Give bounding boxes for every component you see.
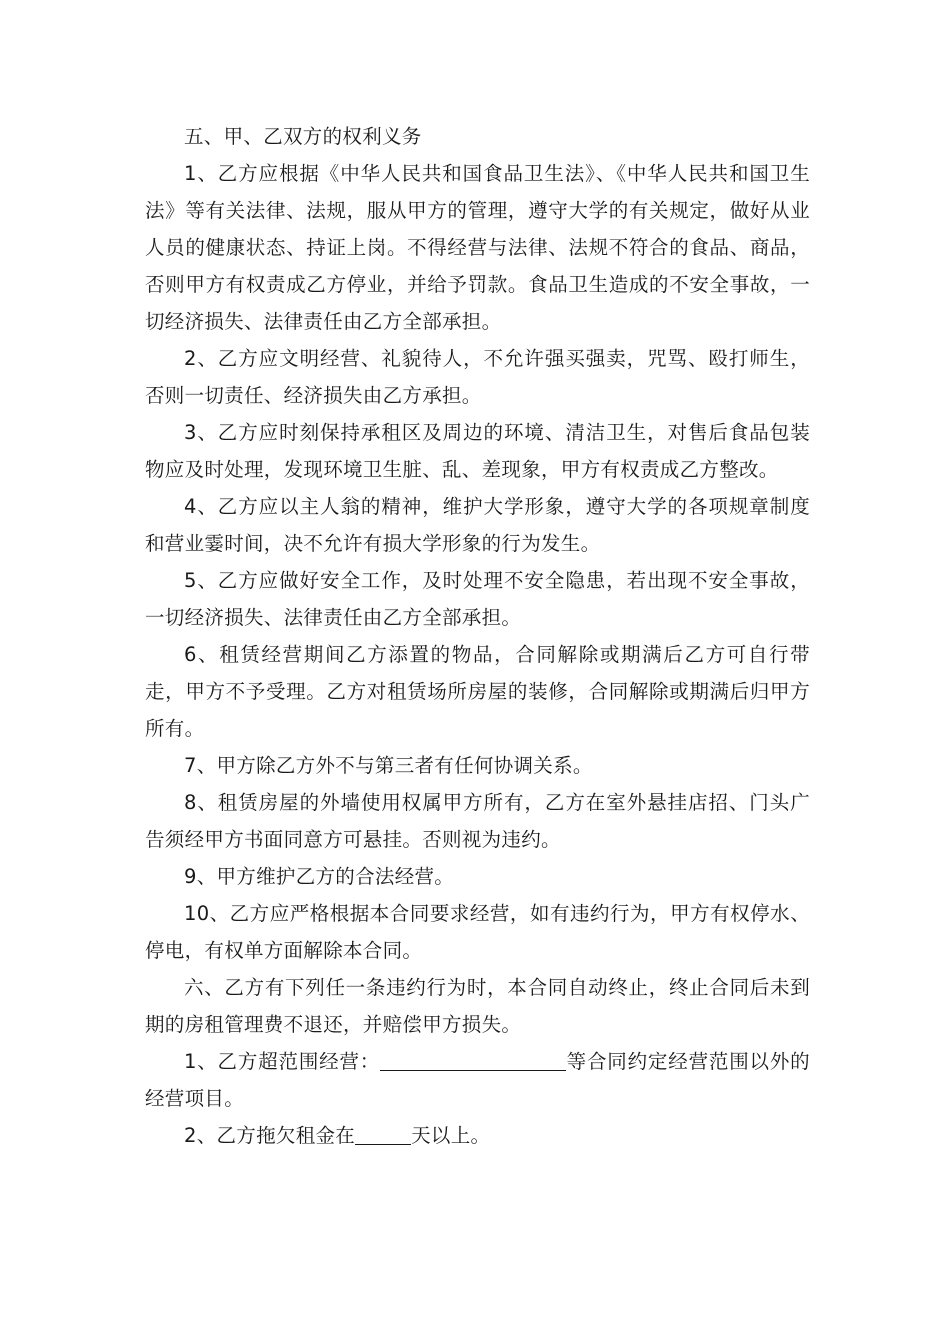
clause-6-2-lead: 2、乙方拖欠租金在 [184,1124,356,1147]
clause-5-10: 10、乙方应严格根据本合同要求经营，如有违约行为，甲方有权停水、停电，有权单方面解除本合同。 [145,902,810,962]
clause-5-3: 3、乙方应时刻保持承租区及周边的环境、清洁卫生，对售后食品包装物应及时处理，发现环境卫生脏、乱、差现象，甲方有权责成乙方整改。 [145,421,810,481]
fill-in-blank-days [355,1122,411,1145]
clause-5-5: 5、乙方应做好安全工作，及时处理不安全隐患，若出现不安全事故，一切经济损失、法律责任由乙方全部承担。 [145,569,810,629]
clause-6-2-tail: 天以上。 [411,1124,491,1147]
clause-5-9: 9、甲方维护乙方的合法经营。 [184,865,455,888]
document-body [145,118,810,1154]
clause-5-2: 2、乙方应文明经营、礼貌待人，不允许强买强卖，咒骂、殴打师生，否则一切责任、经济损失由乙方承担。 [145,347,810,407]
clause-5-8: 8、租赁房屋的外墙使用权属甲方所有，乙方在室外悬挂店招、门头广告须经甲方书面同意方可悬挂。否则视为违约。 [145,791,810,851]
clause-5-7: 7、甲方除乙方外不与第三者有任何协调关系。 [184,754,593,777]
clause-6-1-tail: 等合同约定经营范围以外的经营项目。 [145,1050,810,1110]
clause-5-4: 4、乙方应以主人翁的精神，维护大学形象，遵守大学的各项规章制度和营业霎时间，决不允许有损大学形象的行为发生。 [145,495,810,555]
clause-6-2 [145,1117,810,1154]
section-heading-5: 五、甲、乙双方的权利义务 [184,125,422,148]
fill-in-blank-scope [380,1048,566,1071]
section-heading-6: 六、乙方有下列任一条违约行为时，本合同自动终止，终止合同后未到期的房租管理费不退还，并赔偿甲方损失。 [145,976,810,1036]
clause-5-1: 1、乙方应根据《中华人民共和国食品卫生法》、《中华人民共和国卫生法》等有关法律、法规，服从甲方的管理，遵守大学的有关规定，做好从业人员的健康状态、持证上岗。不得经营与法律、法规不符合的食品、商品，否则甲方有权责成乙方停业，并给予罚款。食品卫生造成的不安全事故，一切经济损失、法律责任由乙方全部承担。 [145,162,810,333]
clause-6-1 [145,1043,810,1117]
clause-5-6: 6、租赁经营期间乙方添置的物品，合同解除或期满后乙方可自行带走，甲方不予受理。乙方对租赁场所房屋的装修，合同解除或期满后归甲方所有。 [145,643,810,740]
clause-6-1-lead: 1、乙方超范围经营： [184,1050,381,1073]
